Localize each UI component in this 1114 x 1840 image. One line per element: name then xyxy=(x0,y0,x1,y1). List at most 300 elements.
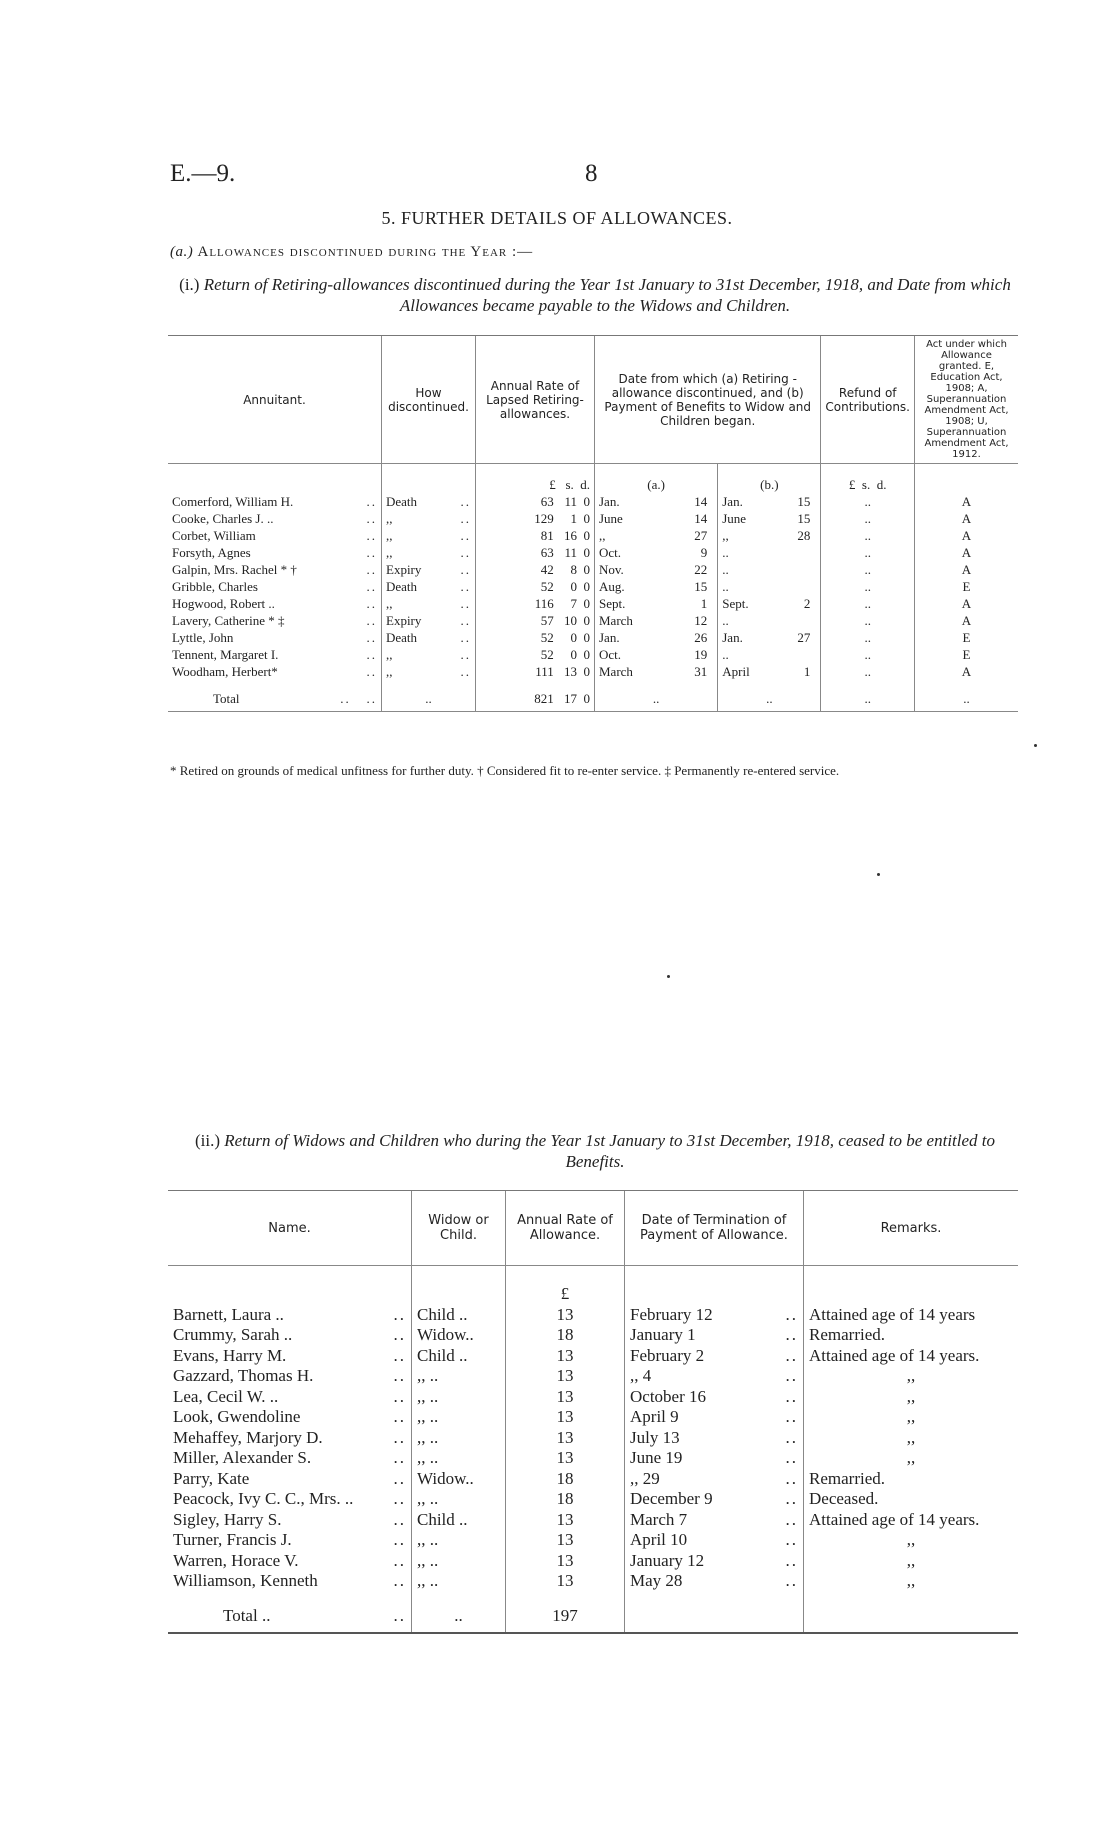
scan-speck xyxy=(1034,744,1037,747)
name-cell: Mehaffey, Marjory D. .. xyxy=(173,1427,406,1447)
pence: 0 xyxy=(583,579,590,594)
annuitant-name: Corbet, William xyxy=(172,528,256,543)
act-cell: A xyxy=(915,510,1019,527)
annuitant-cell: Lavery, Catherine * ‡ .. xyxy=(172,613,377,628)
refund-cell: .. xyxy=(821,663,915,680)
date-cell: April 10 .. xyxy=(625,1530,804,1551)
widow-or-child-cell: ,, .. xyxy=(412,1407,506,1428)
rate-cell: 13 xyxy=(506,1571,625,1592)
rate-cell xyxy=(476,544,595,561)
unit-shilling: s. xyxy=(565,477,574,492)
table-row xyxy=(168,544,1018,561)
act-cell: A xyxy=(915,663,1019,680)
table2-title-prefix: (ii.) xyxy=(194,1131,220,1150)
act-cell: A xyxy=(915,527,1019,544)
shillings: 8 xyxy=(570,562,577,577)
widows-children-table xyxy=(168,1190,1018,1634)
how-value: ,, xyxy=(386,596,393,611)
widow-or-child-cell: Child .. xyxy=(412,1510,506,1531)
table1-title-prefix: (i.) xyxy=(179,275,200,294)
table2-title-text: Return of Widows and Children who during the Year 1st January to 31st December, 1918, ceased to be entitled to Benefits. xyxy=(224,1131,996,1171)
rate-cell: 13 xyxy=(506,1346,625,1367)
annuitant-cell: Woodham, Herbert* .. xyxy=(172,664,377,679)
total-date-b: .. xyxy=(718,680,821,712)
table-row xyxy=(168,1530,1018,1551)
widow-or-child-cell: ,, .. xyxy=(412,1571,506,1592)
subsection-prefix: (a.) xyxy=(170,244,194,260)
header-annual-rate-allowance: Annual Rate of Allowance. xyxy=(506,1191,625,1266)
total-shillings: 17 xyxy=(564,691,577,706)
termination-date: January 12 xyxy=(630,1550,705,1570)
how-value: ,, xyxy=(386,545,393,560)
header-name: Name. xyxy=(168,1191,412,1266)
refund-cell: .. xyxy=(821,510,915,527)
name-cell: Look, Gwendoline .. xyxy=(173,1407,406,1426)
units-blank xyxy=(382,464,476,494)
termination-date: January 1 xyxy=(630,1325,696,1344)
act-cell: A xyxy=(915,493,1019,510)
date-a-day: 1 xyxy=(700,596,708,611)
units-refund xyxy=(821,464,915,494)
widow-or-child-cell: Widow.. xyxy=(412,1325,506,1346)
pounds: 63 xyxy=(540,494,554,509)
refund-cell: .. xyxy=(821,544,915,561)
termination-date: ,, 29 xyxy=(630,1468,660,1488)
pounds: 129 xyxy=(534,511,554,526)
annuitant-cell: Comerford, William H. .. xyxy=(172,494,377,509)
page-number: 8 xyxy=(585,160,598,187)
person-name: Turner, Francis J. xyxy=(173,1530,292,1549)
date-a-cell xyxy=(595,544,718,561)
table-row xyxy=(168,493,1018,510)
name-cell: Warren, Horace V. .. xyxy=(173,1550,406,1570)
table1-total-row xyxy=(168,680,1018,712)
unit-pence: d. xyxy=(580,477,590,492)
date-a-day: 27 xyxy=(694,528,708,543)
table1-units-row xyxy=(168,464,1018,494)
person-name: Parry, Kate xyxy=(173,1468,250,1488)
name-cell: Peacock, Ivy C. C., Mrs. .. .. xyxy=(173,1489,406,1508)
units-lsd xyxy=(476,464,595,494)
pounds: 52 xyxy=(540,647,554,662)
person-name: Peacock, Ivy C. C., Mrs. .. xyxy=(173,1489,354,1508)
refund-cell: .. xyxy=(821,612,915,629)
termination-date: June 19 xyxy=(630,1448,683,1467)
remarks-cell: Attained age of 14 years. xyxy=(804,1346,1019,1367)
rate-cell xyxy=(476,629,595,646)
date-a-cell xyxy=(595,663,718,680)
annuitant-name: Cooke, Charles J. .. xyxy=(172,511,274,526)
date-a-cell xyxy=(595,561,718,578)
rate-cell xyxy=(476,527,595,544)
date-cell: July 13 .. xyxy=(625,1428,804,1449)
unit-shilling: s. xyxy=(861,477,871,492)
date-b-month: Jan. xyxy=(722,630,743,645)
annuitant-name: Gribble, Charles xyxy=(172,579,258,594)
table-row xyxy=(168,578,1018,595)
unit-pound: £ xyxy=(549,477,556,492)
annuitant-cell: Lyttle, John .. xyxy=(172,630,377,645)
date-a-day: 14 xyxy=(694,511,708,526)
date-b-month: .. xyxy=(722,562,729,577)
how-cell: ,, .. xyxy=(382,544,476,561)
pence: 0 xyxy=(583,596,590,611)
table-row xyxy=(168,527,1018,544)
date-b-cell xyxy=(718,527,821,544)
total-wc: .. xyxy=(412,1592,506,1634)
date-b-cell xyxy=(718,595,821,612)
header-annuitant: Annuitant. xyxy=(168,336,382,464)
person-name: Gazzard, Thomas H. xyxy=(173,1366,314,1385)
date-a-cell xyxy=(595,629,718,646)
retiring-allowances-table xyxy=(168,335,1018,712)
date-a-cell xyxy=(595,510,718,527)
table2-total-row xyxy=(168,1592,1018,1634)
header-remarks: Remarks. xyxy=(804,1191,1019,1266)
how-cell: ,, .. xyxy=(382,527,476,544)
date-a-month: Jan. xyxy=(599,494,620,509)
annuitant-cell: Cooke, Charles J. .. .. xyxy=(172,511,377,526)
header-act: Act under which Allowance granted. E, Education Act, 1908; A, Superannuation Amendment Act, 1908; U, Superannuation Amendment Act, 1912. xyxy=(915,336,1019,464)
person-name: Williamson, Kenneth xyxy=(173,1571,318,1590)
date-a-cell xyxy=(595,578,718,595)
total-label: Total .. .. xyxy=(168,680,382,712)
date-cell: May 28 .. xyxy=(625,1571,804,1592)
table-row xyxy=(168,510,1018,527)
annuitant-name: Comerford, William H. xyxy=(172,494,294,509)
unit-b: (b.) xyxy=(718,464,821,494)
remarks-cell: ,, xyxy=(804,1407,1019,1428)
total-pence: 0 xyxy=(583,691,590,706)
table-row xyxy=(168,1407,1018,1428)
termination-date: April 10 xyxy=(630,1530,688,1549)
date-b-month: ,, xyxy=(722,528,729,543)
person-name: Evans, Harry M. xyxy=(173,1345,287,1365)
table-row xyxy=(168,1489,1018,1510)
date-b-cell xyxy=(718,629,821,646)
date-cell: ,, 29 .. xyxy=(625,1469,804,1490)
rate-cell: 18 xyxy=(506,1469,625,1490)
date-b-month: Jan. xyxy=(722,494,743,509)
date-b-cell xyxy=(718,646,821,663)
widow-or-child-cell: ,, .. xyxy=(412,1366,506,1387)
date-cell: February 2 .. xyxy=(625,1346,804,1367)
table-row xyxy=(168,1305,1018,1326)
footnote: * Retired on grounds of medical unfitness for further duty. † Considered fit to re-enter service. ‡ Permanently re-entered service. xyxy=(170,763,840,778)
date-b-day: 15 xyxy=(797,494,811,509)
total-pounds: 821 xyxy=(534,691,554,706)
total-text: Total xyxy=(213,691,240,706)
act-cell: E xyxy=(915,629,1019,646)
table1-title-text: Return of Retiring-allowances discontinued during the Year 1st January to 31st December, 1918, and Date from which Allowances became payable to the Widows and Children. xyxy=(203,275,1011,315)
total-blank xyxy=(625,1592,804,1634)
date-a-month: Oct. xyxy=(599,545,622,560)
table-row xyxy=(168,1366,1018,1387)
rate-cell: 13 xyxy=(506,1366,625,1387)
units-blank xyxy=(625,1266,804,1305)
refund-cell: .. xyxy=(821,578,915,595)
table-row xyxy=(168,1510,1018,1531)
person-name: Miller, Alexander S. xyxy=(173,1448,312,1467)
annuitant-name: Lyttle, John xyxy=(172,630,234,645)
annuitant-cell: Galpin, Mrs. Rachel * † .. xyxy=(172,562,377,577)
rate-cell: 13 xyxy=(506,1305,625,1326)
header-termination-date: Date of Termination of Payment of Allowance. xyxy=(625,1191,804,1266)
date-a-day: 12 xyxy=(694,613,708,628)
how-value: ,, xyxy=(386,528,393,543)
pounds: 63 xyxy=(540,545,554,560)
table-row xyxy=(168,561,1018,578)
widow-or-child-cell: ,, .. xyxy=(412,1387,506,1408)
shillings: 11 xyxy=(564,545,577,560)
pence: 0 xyxy=(583,545,590,560)
person-name: Barnett, Laura .. xyxy=(173,1304,284,1324)
widow-or-child-cell: ,, .. xyxy=(412,1489,506,1510)
date-a-cell xyxy=(595,527,718,544)
annuitant-cell: Tennent, Margaret I. .. xyxy=(172,647,377,662)
how-cell: ,, .. xyxy=(382,595,476,612)
table-row xyxy=(168,1325,1018,1346)
date-b-day: 15 xyxy=(797,511,811,526)
units-blank xyxy=(412,1266,506,1305)
subsection-heading xyxy=(170,244,533,261)
how-cell: Death .. xyxy=(382,629,476,646)
pounds: 52 xyxy=(540,579,554,594)
table2-header-row xyxy=(168,1191,1018,1266)
rate-cell: 18 xyxy=(506,1489,625,1510)
total-label: Total .. .. xyxy=(168,1592,412,1634)
header-date: Date from which (a) Retiring - allowance discontinued, and (b) Payment of Benefits to Widow and Children began. xyxy=(595,336,821,464)
how-value: ,, xyxy=(386,647,393,662)
header-refund: Refund of Contributions. xyxy=(821,336,915,464)
pence: 0 xyxy=(583,613,590,628)
rate-cell xyxy=(476,561,595,578)
date-a-day: 22 xyxy=(694,562,708,577)
how-value: ,, xyxy=(386,511,393,526)
act-cell: A xyxy=(915,612,1019,629)
table-row xyxy=(168,663,1018,680)
termination-date: April 9 xyxy=(630,1407,679,1426)
how-cell: ,, .. xyxy=(382,510,476,527)
person-name: Warren, Horace V. xyxy=(173,1550,299,1570)
termination-date: May 28 xyxy=(630,1571,683,1590)
how-cell: Expiry .. xyxy=(382,561,476,578)
widow-or-child-cell: ,, .. xyxy=(412,1530,506,1551)
table-row xyxy=(168,646,1018,663)
rate-cell: 13 xyxy=(506,1448,625,1469)
unit-a: (a.) xyxy=(595,464,718,494)
table-row xyxy=(168,629,1018,646)
shillings: 11 xyxy=(564,494,577,509)
date-a-month: Oct. xyxy=(599,647,622,662)
refund-cell: .. xyxy=(821,595,915,612)
pence: 0 xyxy=(583,664,590,679)
rate-cell xyxy=(476,510,595,527)
remarks-cell: Deceased. xyxy=(804,1489,1019,1510)
how-value: Death xyxy=(386,630,418,645)
date-a-day: 26 xyxy=(694,630,708,645)
termination-date: December 9 xyxy=(630,1489,713,1508)
act-cell: A xyxy=(915,544,1019,561)
date-b-cell xyxy=(718,493,821,510)
date-b-cell xyxy=(718,578,821,595)
date-a-month: Aug. xyxy=(599,579,625,594)
date-a-day: 15 xyxy=(694,579,708,594)
pence: 0 xyxy=(583,528,590,543)
pence: 0 xyxy=(583,494,590,509)
rate-cell: 13 xyxy=(506,1530,625,1551)
date-b-day: 2 xyxy=(803,596,811,611)
rate-cell: 13 xyxy=(506,1551,625,1572)
rate-cell xyxy=(476,646,595,663)
table-row xyxy=(168,1469,1018,1490)
total-date-a: .. xyxy=(595,680,718,712)
termination-date: February 2 xyxy=(630,1345,705,1365)
refund-cell: .. xyxy=(821,561,915,578)
date-a-month: Jan. xyxy=(599,630,620,645)
rate-cell xyxy=(476,595,595,612)
name-cell: Barnett, Laura .. .. xyxy=(173,1304,406,1324)
date-b-day: 28 xyxy=(797,528,811,543)
annuitant-cell: Forsyth, Agnes .. xyxy=(172,545,377,560)
name-cell: Crummy, Sarah .. .. xyxy=(173,1325,406,1344)
date-b-month: .. xyxy=(722,579,729,594)
table2-units-row xyxy=(168,1266,1018,1305)
header-how-discontinued: How discontinued. xyxy=(382,336,476,464)
pounds: 57 xyxy=(540,613,554,628)
termination-date: October 16 xyxy=(630,1386,707,1406)
name-cell: Parry, Kate .. xyxy=(173,1468,406,1488)
how-value: Expiry xyxy=(386,613,422,628)
table1-title xyxy=(170,274,1020,316)
total-rate: 197 xyxy=(506,1592,625,1634)
shillings: 1 xyxy=(570,511,577,526)
total-refund: .. xyxy=(821,680,915,712)
total-text: Total .. xyxy=(223,1605,271,1625)
rate-cell: 18 xyxy=(506,1325,625,1346)
table-row xyxy=(168,612,1018,629)
annuitant-cell: Corbet, William .. xyxy=(172,528,377,543)
shillings: 0 xyxy=(570,579,577,594)
refund-cell: .. xyxy=(821,527,915,544)
table-row xyxy=(168,1346,1018,1367)
refund-cell: .. xyxy=(821,646,915,663)
termination-date: July 13 xyxy=(630,1427,680,1447)
rate-cell: 13 xyxy=(506,1407,625,1428)
date-cell: February 12 .. xyxy=(625,1305,804,1326)
name-cell: Sigley, Harry S. .. xyxy=(173,1509,406,1529)
date-b-cell xyxy=(718,561,821,578)
date-cell: April 9 .. xyxy=(625,1407,804,1428)
annuitant-name: Galpin, Mrs. Rachel * † xyxy=(172,562,297,577)
rate-cell xyxy=(476,578,595,595)
refund-cell: .. xyxy=(821,629,915,646)
annuitant-name: Lavery, Catherine * ‡ xyxy=(172,613,285,628)
scan-speck xyxy=(877,873,880,876)
table-row xyxy=(168,1448,1018,1469)
annuitant-name: Hogwood, Robert .. xyxy=(172,596,275,611)
pounds: 111 xyxy=(535,664,554,679)
how-cell: ,, .. xyxy=(382,663,476,680)
person-name: Sigley, Harry S. xyxy=(173,1509,282,1529)
act-cell: E xyxy=(915,578,1019,595)
remarks-cell: ,, xyxy=(804,1428,1019,1449)
date-a-cell xyxy=(595,612,718,629)
name-cell: Gazzard, Thomas H. .. xyxy=(173,1366,406,1385)
remarks-cell: ,, xyxy=(804,1551,1019,1572)
date-b-day: 27 xyxy=(797,630,811,645)
units-blank xyxy=(168,1266,412,1305)
termination-date: March 7 xyxy=(630,1509,688,1529)
header-widow-or-child: Widow or Child. xyxy=(412,1191,506,1266)
table-row xyxy=(168,1428,1018,1449)
remarks-cell: ,, xyxy=(804,1448,1019,1469)
total-rate xyxy=(476,680,595,712)
widow-or-child-cell: Child .. xyxy=(412,1346,506,1367)
date-b-month: June xyxy=(722,511,747,526)
date-a-month: March xyxy=(599,664,633,679)
date-a-month: ,, xyxy=(599,528,606,543)
how-value: Death xyxy=(386,579,418,594)
termination-date: ,, 4 xyxy=(630,1366,652,1385)
table-row xyxy=(168,1571,1018,1592)
annuitant-name: Tennent, Margaret I. xyxy=(172,647,279,662)
date-a-month: Nov. xyxy=(599,562,624,577)
pounds: 116 xyxy=(534,596,554,611)
act-cell: A xyxy=(915,561,1019,578)
pounds: 81 xyxy=(540,528,554,543)
total-how: .. xyxy=(382,680,476,712)
how-cell: ,, .. xyxy=(382,646,476,663)
remarks-cell: ,, xyxy=(804,1530,1019,1551)
remarks-cell: Remarried. xyxy=(804,1469,1019,1490)
date-a-cell xyxy=(595,493,718,510)
how-cell: Expiry .. xyxy=(382,612,476,629)
rate-cell xyxy=(476,612,595,629)
document-code: E.—9. xyxy=(170,160,236,187)
widow-or-child-cell: Child .. xyxy=(412,1305,506,1326)
shillings: 13 xyxy=(564,664,577,679)
header-annual-rate: Annual Rate of Lapsed Retiring-allowances. xyxy=(476,336,595,464)
annuitant-name: Forsyth, Agnes xyxy=(172,545,251,560)
unit-pound: £ xyxy=(506,1266,625,1305)
date-b-cell xyxy=(718,612,821,629)
person-name: Look, Gwendoline xyxy=(173,1407,301,1426)
rate-cell: 13 xyxy=(506,1510,625,1531)
scan-speck xyxy=(667,975,670,978)
date-b-cell xyxy=(718,544,821,561)
date-a-cell xyxy=(595,595,718,612)
refund-cell: .. xyxy=(821,493,915,510)
units-blank xyxy=(168,464,382,494)
rate-cell: 13 xyxy=(506,1428,625,1449)
termination-date: February 12 xyxy=(630,1304,713,1324)
remarks-cell: ,, xyxy=(804,1571,1019,1592)
date-cell: October 16 .. xyxy=(625,1387,804,1408)
name-cell: Lea, Cecil W. .. .. xyxy=(173,1386,406,1406)
total-blank xyxy=(804,1592,1019,1634)
total-act: .. xyxy=(915,680,1019,712)
date-b-day: 1 xyxy=(803,664,811,679)
annuitant-cell: Hogwood, Robert .. .. xyxy=(172,596,377,611)
widow-or-child-cell: ,, .. xyxy=(412,1448,506,1469)
shillings: 10 xyxy=(564,613,577,628)
name-cell: Miller, Alexander S. .. xyxy=(173,1448,406,1467)
remarks-cell: Attained age of 14 years. xyxy=(804,1510,1019,1531)
how-value: Expiry xyxy=(386,562,422,577)
date-a-month: Sept. xyxy=(599,596,626,611)
shillings: 7 xyxy=(570,596,577,611)
